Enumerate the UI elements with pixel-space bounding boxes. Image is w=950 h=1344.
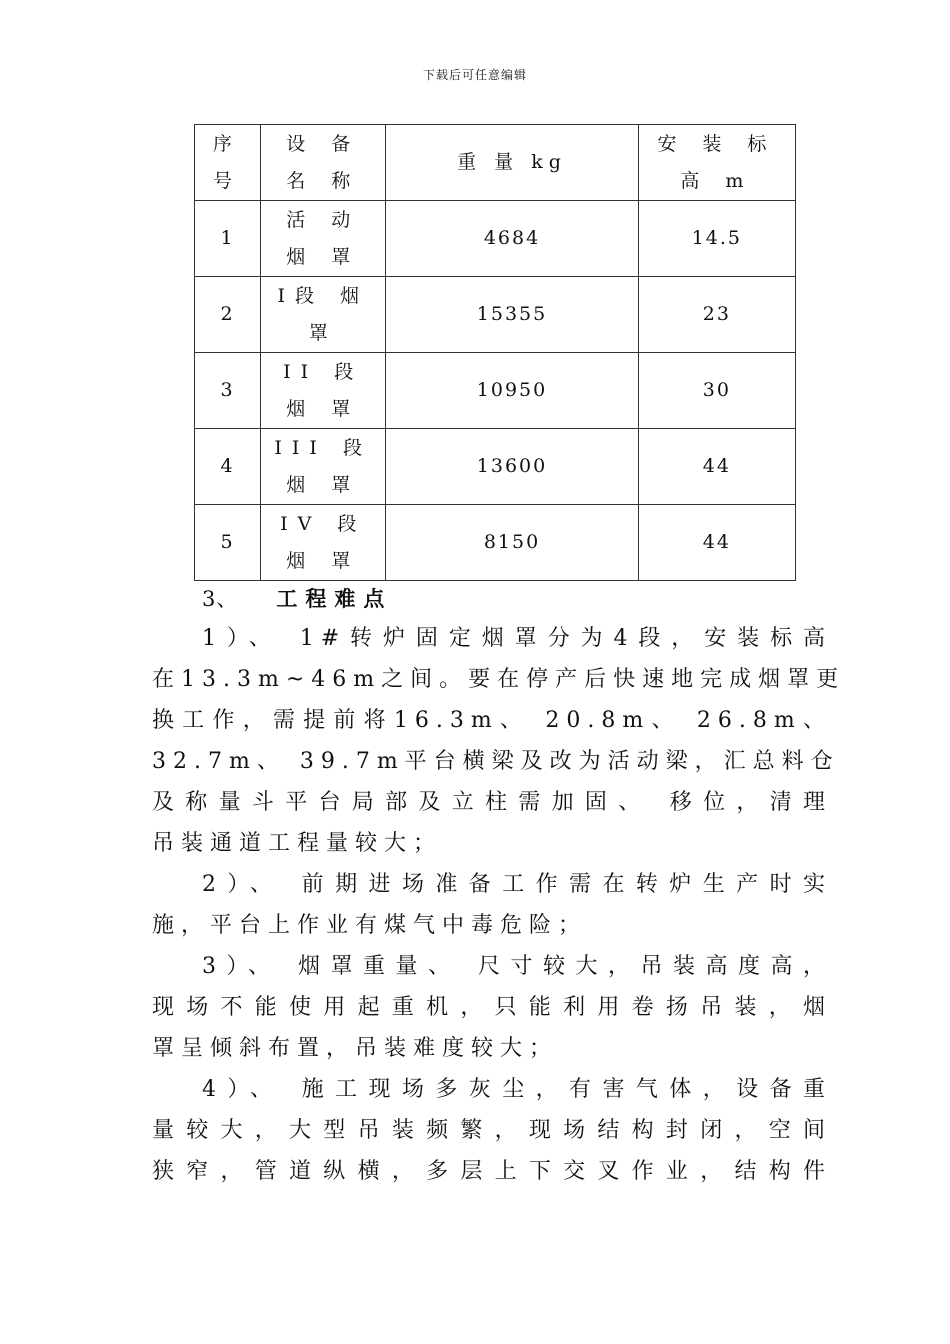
cell-weight: 8150 (386, 505, 638, 581)
cell-no: 4 (195, 429, 261, 505)
table-row (195, 353, 796, 429)
cell-name: 活 动 烟 罩 (261, 201, 386, 277)
text-line: 施，平台上作业有煤气中毒危险； (152, 913, 588, 938)
cell-weight: 15355 (386, 277, 638, 353)
cell-elevation: 30 (638, 353, 795, 429)
text-line: 4）、 施工现场多灰尘，有害气体，设备重 (202, 1077, 832, 1102)
table-row (195, 277, 796, 353)
header-cell-elevation: 安 装 标 高 m (638, 125, 795, 201)
cell-name: IV 段 烟 罩 (261, 505, 386, 581)
text-line: 狭窄，管道纵横，多层上下交叉作业，结构件 (152, 1159, 832, 1184)
cell-elevation: 44 (638, 429, 795, 505)
text-line: 在13.3m~46m之间。要在停产后快速地完成烟罩更 (152, 667, 846, 692)
text-line: 现场不能使用起重机，只能利用卷扬吊装，烟 (152, 995, 832, 1020)
cell-weight: 10950 (386, 353, 638, 429)
cell-name: II 段 烟 罩 (261, 353, 386, 429)
equipment-table (194, 124, 796, 581)
header-cell-name: 设 备 名 称 (261, 125, 386, 201)
text-line: 量较大，大型吊装频繁，现场结构封闭，空间 (152, 1118, 832, 1143)
body-text (152, 618, 846, 1192)
header-cell-no: 序 号 (195, 125, 261, 201)
cell-weight: 4684 (386, 201, 638, 277)
cell-no: 1 (195, 201, 261, 277)
section-heading (202, 582, 392, 616)
section-title: 工程难点 (276, 586, 393, 611)
cell-no: 5 (195, 505, 261, 581)
cell-elevation: 44 (638, 505, 795, 581)
page-header: 下载后可任意编辑 (422, 68, 527, 82)
text-line: 32.7m、 39.7m平台横梁及改为活动梁，汇总料仓 (152, 749, 840, 774)
cell-elevation: 14.5 (638, 201, 795, 277)
table-row (195, 429, 796, 505)
table-row (195, 505, 796, 581)
cell-no: 3 (195, 353, 261, 429)
text-line: 3）、 烟罩重量、 尺寸较大，吊装高度高， (202, 954, 832, 979)
cell-name: I段 烟 罩 (261, 277, 386, 353)
cell-no: 2 (195, 277, 261, 353)
header-cell-weight: 重 量 kg (386, 125, 638, 201)
section-number: 3、 (202, 587, 239, 611)
cell-elevation: 23 (638, 277, 795, 353)
text-line: 及称量斗平台局部及立柱需加固、 移位，清理 (152, 790, 832, 815)
text-line: 罩呈倾斜布置，吊装难度较大； (152, 1036, 559, 1061)
text-line: 2）、 前期进场准备工作需在转炉生产时实 (202, 872, 832, 897)
text-line: 1）、 1#转炉固定烟罩分为4段，安装标高 (202, 626, 832, 651)
table-header-row (195, 125, 796, 201)
table-row (195, 201, 796, 277)
cell-weight: 13600 (386, 429, 638, 505)
cell-name: III 段 烟 罩 (261, 429, 386, 505)
text-line: 吊装通道工程量较大； (152, 831, 443, 856)
text-line: 换工作，需提前将16.3m、 20.8m、 26.8m、 (152, 708, 832, 733)
